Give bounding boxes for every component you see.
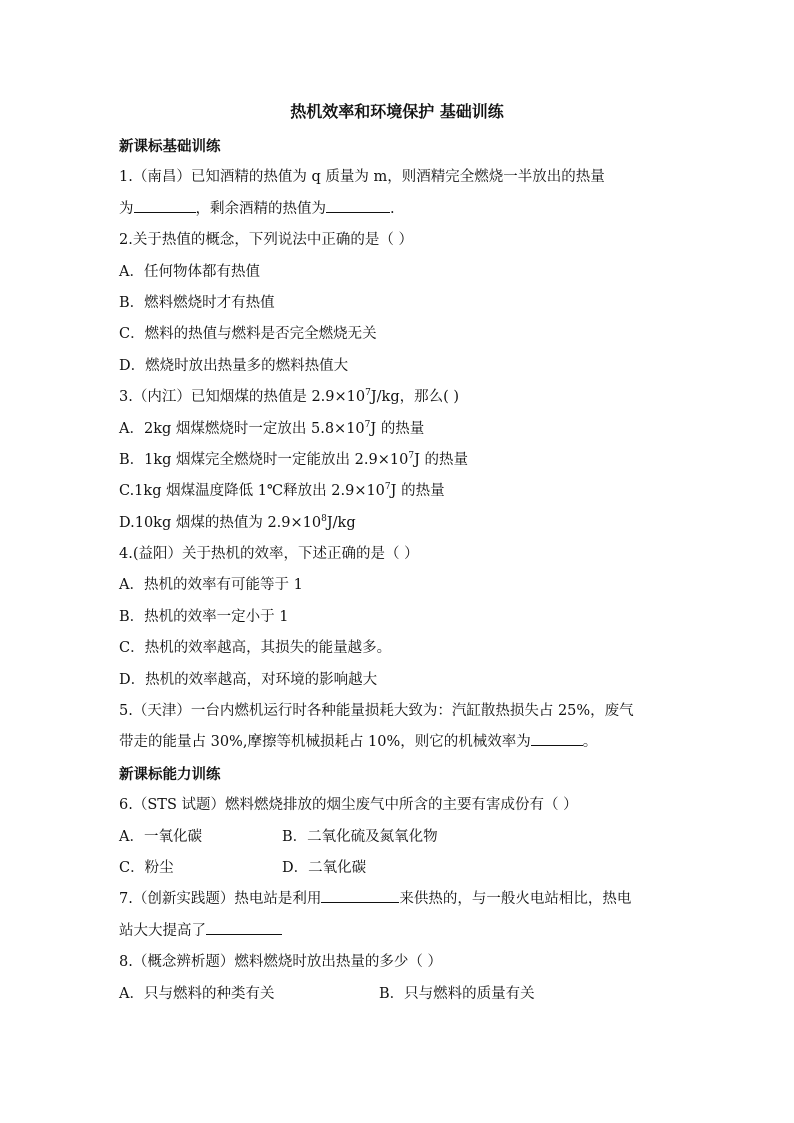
q6-stem: 6.（STS 试题）燃料燃烧排放的烟尘废气中所含的主要有害成份有（ ） [119,797,578,814]
page-title: 热机效率和环境保护 基础训练 [290,102,504,121]
q1-line2 [119,194,689,225]
q7-answer-blank-2[interactable] [206,919,282,935]
q7-line2 [119,916,689,947]
q2-option-b: B．燃料燃烧时才有热值 [119,294,275,311]
q7-text-b: 来供热的，与一般火电站相比，热电 [399,891,632,908]
question-list [119,131,689,1010]
q8-option-b: B．只与燃料的质量有关 [379,985,535,1002]
q1-text-c: . [390,200,395,217]
q5-line1: 5.（天津）一台内燃机运行时各种能量损耗大致为：汽缸散热损失占 25%，废气 [119,703,634,720]
q7-line1 [119,884,689,915]
section-heading-basic: 新课标基础训练 [119,138,221,155]
q4-option-c: C．热机的效率越高，其损失的能量越多。 [119,640,392,657]
q7-answer-blank-1[interactable] [321,888,399,904]
q7-text-c: 站大大提高了 [119,922,206,939]
q3-c-text: C.1kg 烟煤温度降低 1℃释放出 2.9×10 [119,483,385,500]
q3-b-exponent: 7 [408,450,415,461]
q3-a-text: A．2kg 烟煤燃烧时一定放出 5.8×10 [119,420,365,437]
q3-option-c [119,476,689,507]
q1-answer-blank-2[interactable] [326,197,390,213]
q4-stem: 4.(益阳）关于热机的效率，下述正确的是（ ） [119,546,419,563]
q2-stem: 2.关于热值的概念，下列说法中正确的是（ ） [119,232,413,249]
q5-line2-end: 。 [582,734,598,751]
q1-line1: 1.（南昌）已知酒精的热值为 q 质量为 m，则酒精完全燃烧一半放出的热量 [119,169,605,186]
q3-stem [119,382,689,413]
q3-d-unit: J/kg [326,514,356,531]
q3-b-unit: J 的热量 [414,451,468,468]
q4-option-d: D．热机的效率越高，对环境的影响越大 [119,671,378,688]
q6-option-b: B．二氧化硫及氮氧化物 [282,828,438,845]
q3-c-exponent: 7 [384,482,391,493]
q3-stem-unit: J/kg，那么( ) [370,389,460,406]
q3-d-exponent: 8 [321,513,327,524]
q3-b-text: B．1kg 烟煤完全燃烧时一定能放出 2.9×10 [119,451,409,468]
q6-option-c: C．粉尘 [119,859,174,876]
q1-text-b: ，剩余酒精的热值为 [195,200,326,217]
q1-text-a: 为 [119,200,134,217]
q7-text-a: 7.（创新实践题）热电站是利用 [119,891,322,908]
q3-stem-text: 3.（内江）已知烟煤的热值是 2.9×10 [119,389,366,406]
q3-option-a [119,414,689,445]
q2-option-a: A．任何物体都有热值 [119,263,260,280]
section-heading-ability: 新课标能力训练 [119,765,221,783]
q3-option-b [119,445,689,476]
q3-d-text: D.10kg 烟煤的热值为 2.9×10 [119,514,322,531]
q6-option-d: D．二氧化碳 [282,859,367,876]
q6-options-row1 [119,822,689,853]
q2-option-c: C．燃料的热值与燃料是否完全燃烧无关 [119,326,377,343]
q5-line2 [119,727,689,758]
q5-line2-text: 带走的能量占 30%,摩擦等机械损耗占 10%，则它的机械效率为 [119,734,531,751]
q4-option-b: B．热机的效率一定小于 1 [119,608,289,625]
q3-c-unit: J 的热量 [390,483,445,500]
q3-a-exponent: 7 [364,419,371,430]
q4-option-a: A．热机的效率有可能等于 1 [119,577,303,594]
q3-stem-exponent: 7 [365,388,371,399]
q6-option-a: A．一氧化碳 [119,828,202,845]
q8-options-row1 [119,979,689,1010]
q1-answer-blank-1[interactable] [134,197,196,213]
q3-option-d [119,508,689,539]
q2-option-d: D．燃烧时放出热量多的燃料热值大 [119,357,349,374]
q6-options-row2 [119,853,689,884]
q8-stem: 8.（概念辨析题）燃料燃烧时放出热量的多少（ ） [119,954,442,971]
q3-a-unit: J 的热量 [370,420,425,437]
q8-option-a: A．只与燃料的种类有关 [119,985,275,1002]
q5-answer-blank[interactable] [531,731,583,747]
